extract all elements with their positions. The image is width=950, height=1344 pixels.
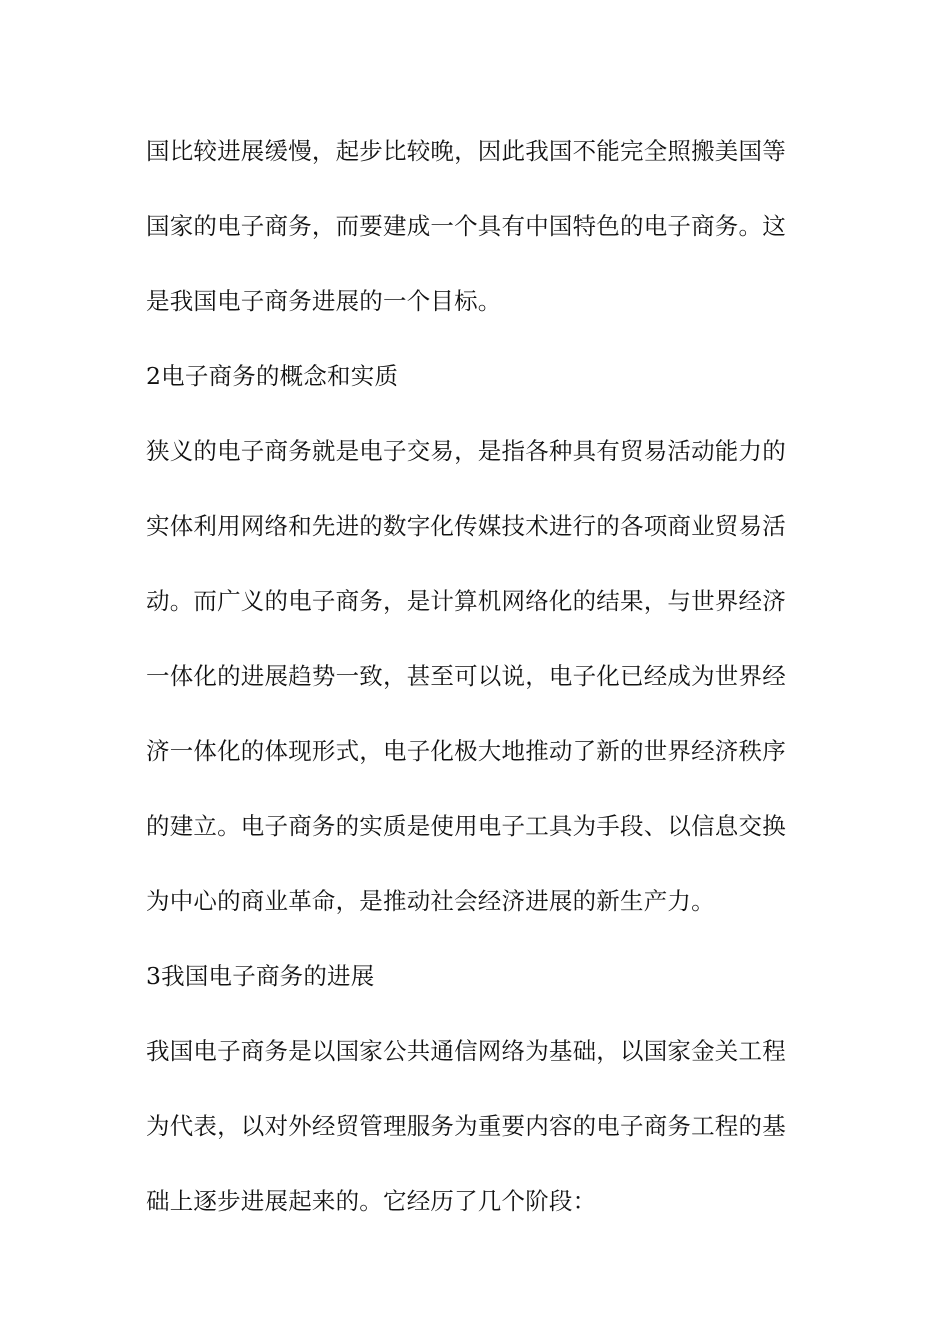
paragraph-line: 狭义的电子商务就是电子交易，是指各种具有贸易活动能力的 [146,437,786,465]
paragraph-line: 为代表，以对外经贸管理服务为重要内容的电子商务工程的基 [146,1112,786,1140]
paragraph-line: 我国电子商务是以国家公共通信网络为基础，以国家金关工程 [146,1037,786,1065]
paragraph-line: 动。而广义的电子商务，是计算机网络化的结果，与世界经济 [146,587,786,615]
paragraph-line: 济一体化的体现形式，电子化极大地推动了新的世界经济秩序 [146,737,786,765]
section-heading: 3我国电子商务的进展 [146,962,375,990]
paragraph-line: 国家的电子商务，而要建成一个具有中国特色的电子商务。这 [146,212,786,240]
paragraph-line: 实体利用网络和先进的数字化传媒技术进行的各项商业贸易活 [146,512,786,540]
paragraph-line: 础上逐步进展起来的。它经历了几个阶段： [146,1187,597,1215]
paragraph-line: 为中心的商业革命，是推动社会经济进展的新生产力。 [146,887,715,915]
paragraph-line: 的建立。电子商务的实质是使用电子工具为手段、以信息交换 [146,812,786,840]
paragraph-line: 国比较进展缓慢，起步比较晚，因此我国不能完全照搬美国等 [146,137,786,165]
paragraph-line: 是我国电子商务进展的一个目标。 [146,287,502,315]
section-heading: 2电子商务的概念和实质 [146,362,399,390]
paragraph-line: 一体化的进展趋势一致，甚至可以说，电子化已经成为世界经 [146,662,786,690]
